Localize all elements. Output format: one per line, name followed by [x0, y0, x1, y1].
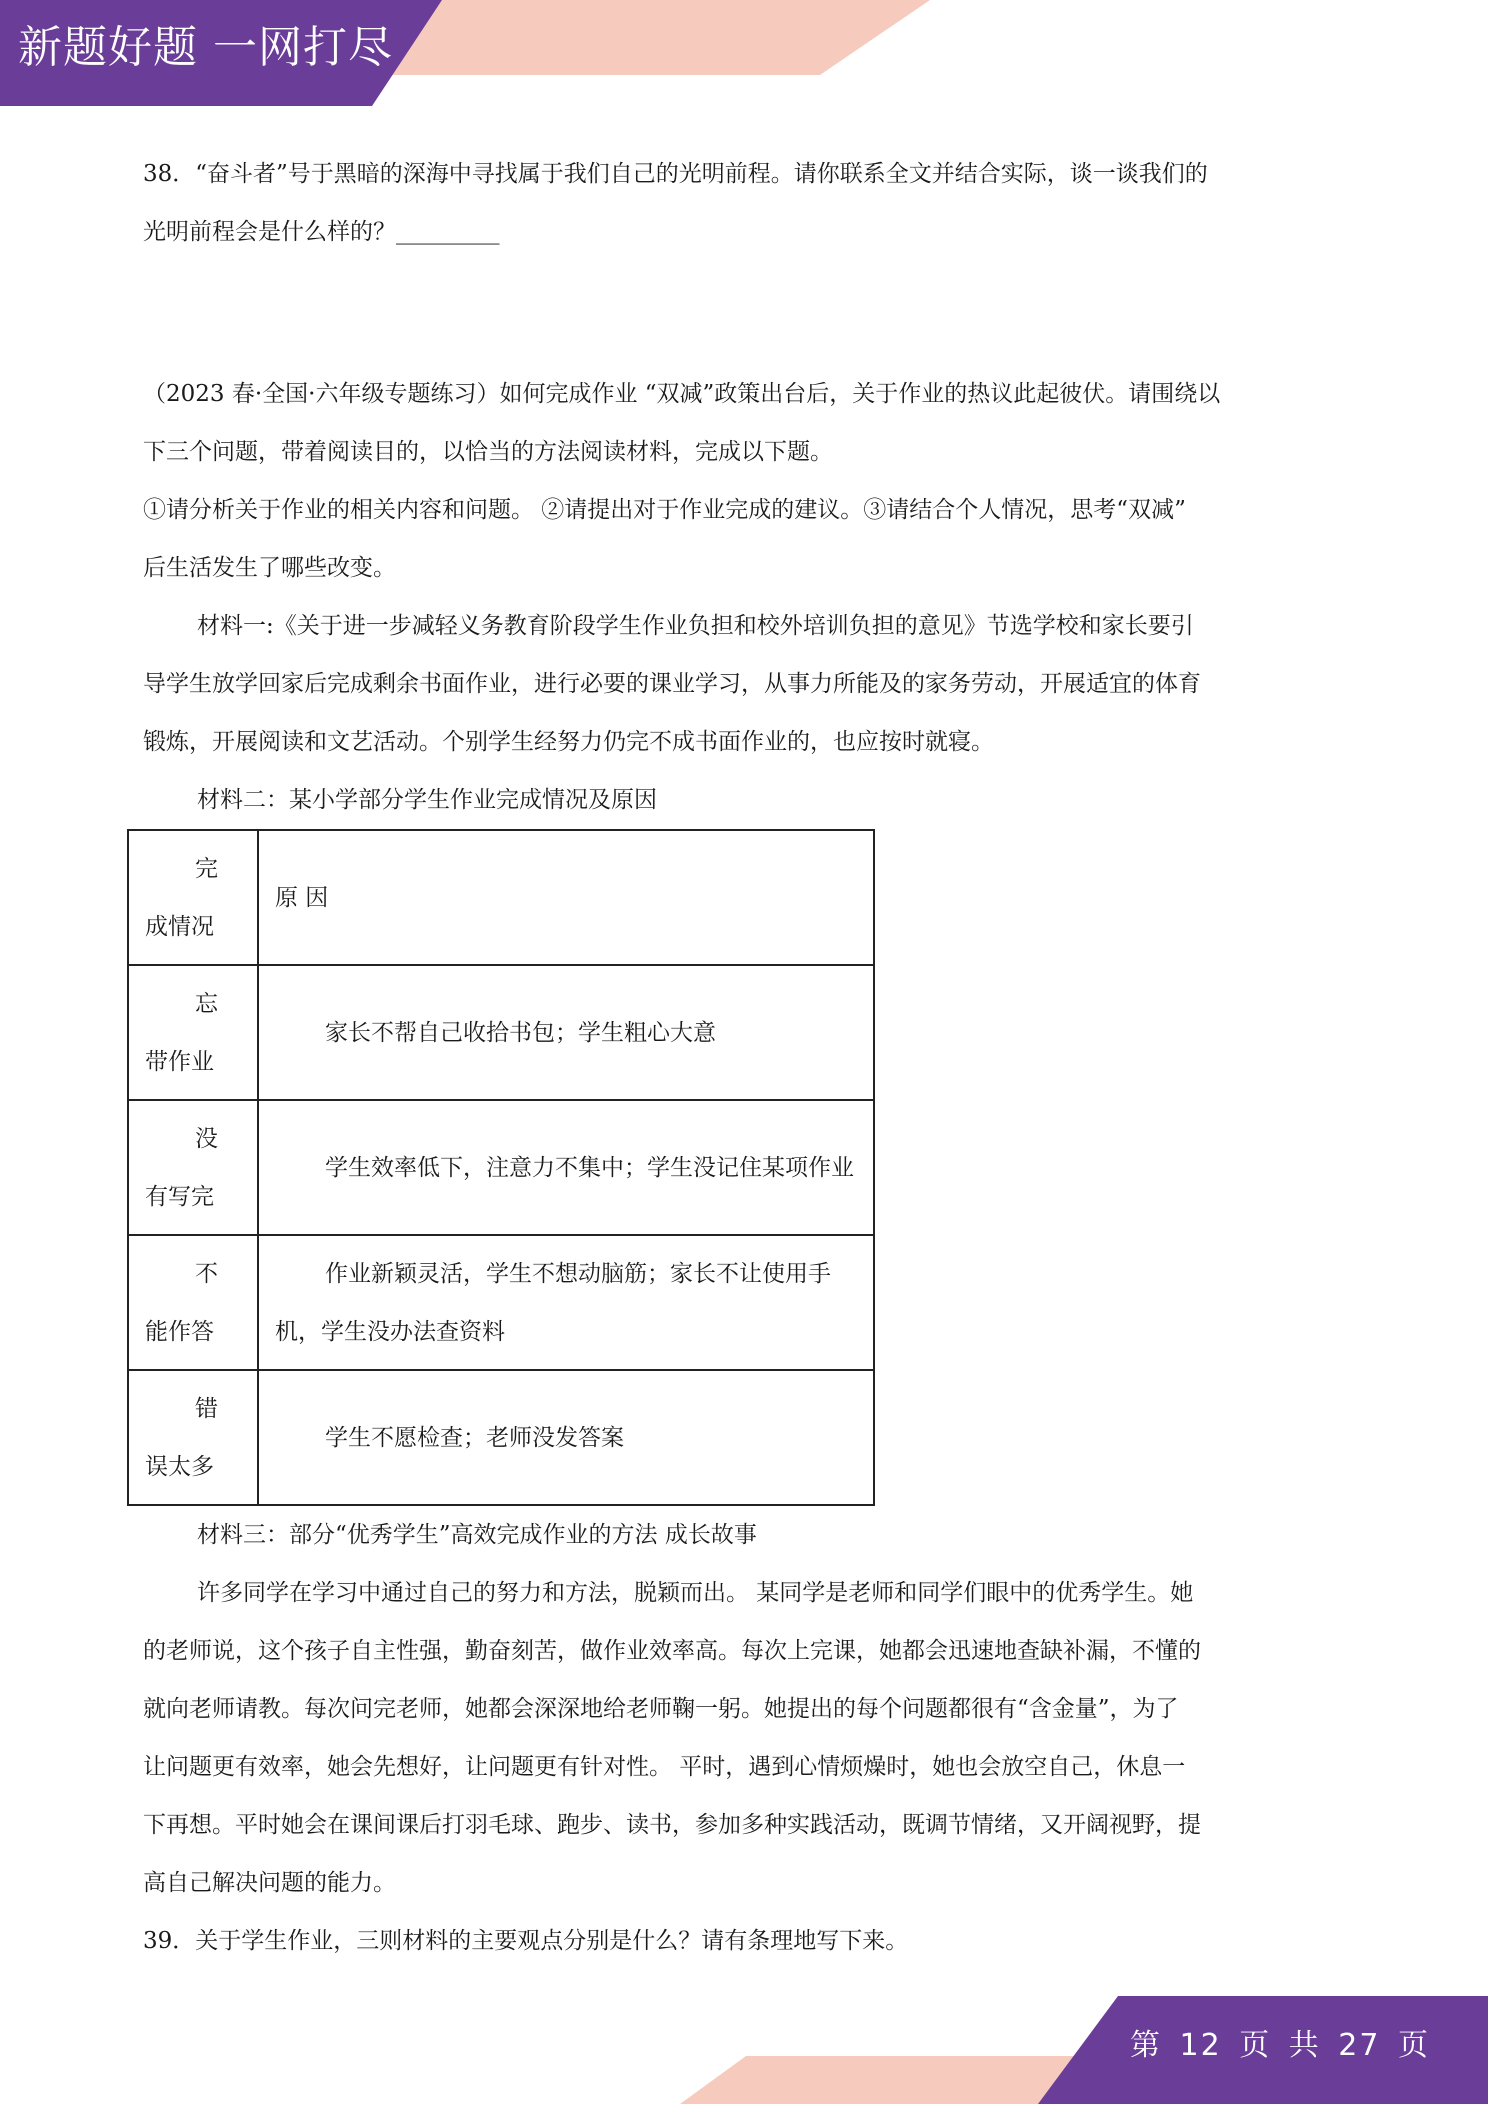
table-row	[128, 1370, 874, 1505]
answer-space	[143, 261, 1348, 365]
status-part: 误太多	[145, 1453, 214, 1480]
table-header-status	[128, 830, 258, 965]
table-cell-status	[128, 1100, 258, 1235]
intro-line: （2023 春·全国·六年级专题练习）如何完成作业 “双减”政策出台后，关于作业的热议此起彼伏。请围绕以	[143, 381, 1221, 407]
status-part: 有写完	[145, 1183, 214, 1210]
material1-line: 锻炼，开展阅读和文艺活动。个别学生经努力仍完不成书面作业的，也应按时就寝。	[143, 729, 994, 755]
material3-line: 高自己解决问题的能力。	[143, 1870, 396, 1896]
material3-line: 让问题更有效率，她会先想好，让问题更有针对性。 平时，遇到心情烦燥时，她也会放空自己，休息一	[143, 1754, 1186, 1780]
banner-peach-stripe	[360, 0, 930, 75]
status-part: 没	[195, 1125, 218, 1152]
table-header-row	[128, 830, 874, 965]
status-part: 错	[195, 1395, 218, 1422]
status-part: 忘	[195, 990, 218, 1017]
table-cell-reason: 家长不帮自己收拾书包；学生粗心大意	[258, 965, 874, 1100]
table-cell-status	[128, 1235, 258, 1370]
header-title: 新题好题 一网打尽	[18, 22, 393, 73]
table-row	[128, 1100, 874, 1235]
material3-title: 材料三：部分“优秀学生”高效完成作业的方法 成长故事	[197, 1522, 757, 1548]
status-part: 成情况	[145, 913, 214, 940]
material3-line: 的老师说，这个孩子自主性强，勤奋刻苦，做作业效率高。每次上完课，她都会迅速地查缺补漏，不懂的	[143, 1638, 1201, 1664]
status-part: 能作答	[145, 1318, 214, 1345]
material3-line: 许多同学在学习中通过自己的努力和方法，脱颖而出。 某同学是老师和同学们眼中的优秀学生。她	[197, 1580, 1194, 1606]
material1-line: 材料一:《关于进一步减轻义务教育阶段学生作业负担和校外培训负担的意见》节选学校和家长要引	[197, 613, 1194, 639]
intro-line: ①请分析关于作业的相关内容和问题。 ②请提出对于作业完成的建议。③请结合个人情况，思考“双减”	[143, 497, 1186, 523]
table-header-reason: 原 因	[258, 830, 874, 965]
intro-line: 后生活发生了哪些改变。	[143, 555, 396, 581]
q38-line: 光明前程会是什么样的？_________	[143, 219, 500, 245]
material3-line: 下再想。平时她会在课间课后打羽毛球、跑步、读书，参加多种实践活动，既调节情绪，又开阔视野，提	[143, 1812, 1201, 1838]
document-body	[143, 145, 1348, 1970]
table-cell-reason: 作业新颖灵活，学生不想动脑筋；家长不让使用手机，学生没办法查资料	[258, 1235, 874, 1370]
table-cell-status	[128, 965, 258, 1100]
table-cell-reason: 学生效率低下，注意力不集中；学生没记住某项作业	[258, 1100, 874, 1235]
material1-line: 导学生放学回家后完成剩余书面作业，进行必要的课业学习，从事力所能及的家务劳动，开展适宜的体育	[143, 671, 1201, 697]
q39-text: 39．关于学生作业，三则材料的主要观点分别是什么？请有条理地写下来。	[143, 1928, 909, 1954]
q38-line: 38．“奋斗者”号于黑暗的深海中寻找属于我们自己的光明前程。请你联系全文并结合实际，谈一谈我们的	[143, 161, 1208, 187]
table-cell-status	[128, 1370, 258, 1505]
material3-line: 就向老师请教。每次问完老师，她都会深深地给老师鞠一躬。她提出的每个问题都很有“含金量”，为了	[143, 1696, 1179, 1722]
intro-line: 下三个问题，带着阅读目的，以恰当的方法阅读材料，完成以下题。	[143, 439, 833, 465]
status-part: 完	[195, 855, 218, 882]
status-part: 不	[195, 1260, 218, 1287]
page-number: 第 12 页 共 27 页	[1129, 2028, 1430, 2063]
table-cell-reason: 学生不愿检查；老师没发答案	[258, 1370, 874, 1505]
table-row	[128, 965, 874, 1100]
table-row	[128, 1235, 874, 1370]
status-part: 带作业	[145, 1048, 214, 1075]
homework-table	[127, 829, 875, 1506]
material2-title: 材料二：某小学部分学生作业完成情况及原因	[197, 787, 657, 813]
